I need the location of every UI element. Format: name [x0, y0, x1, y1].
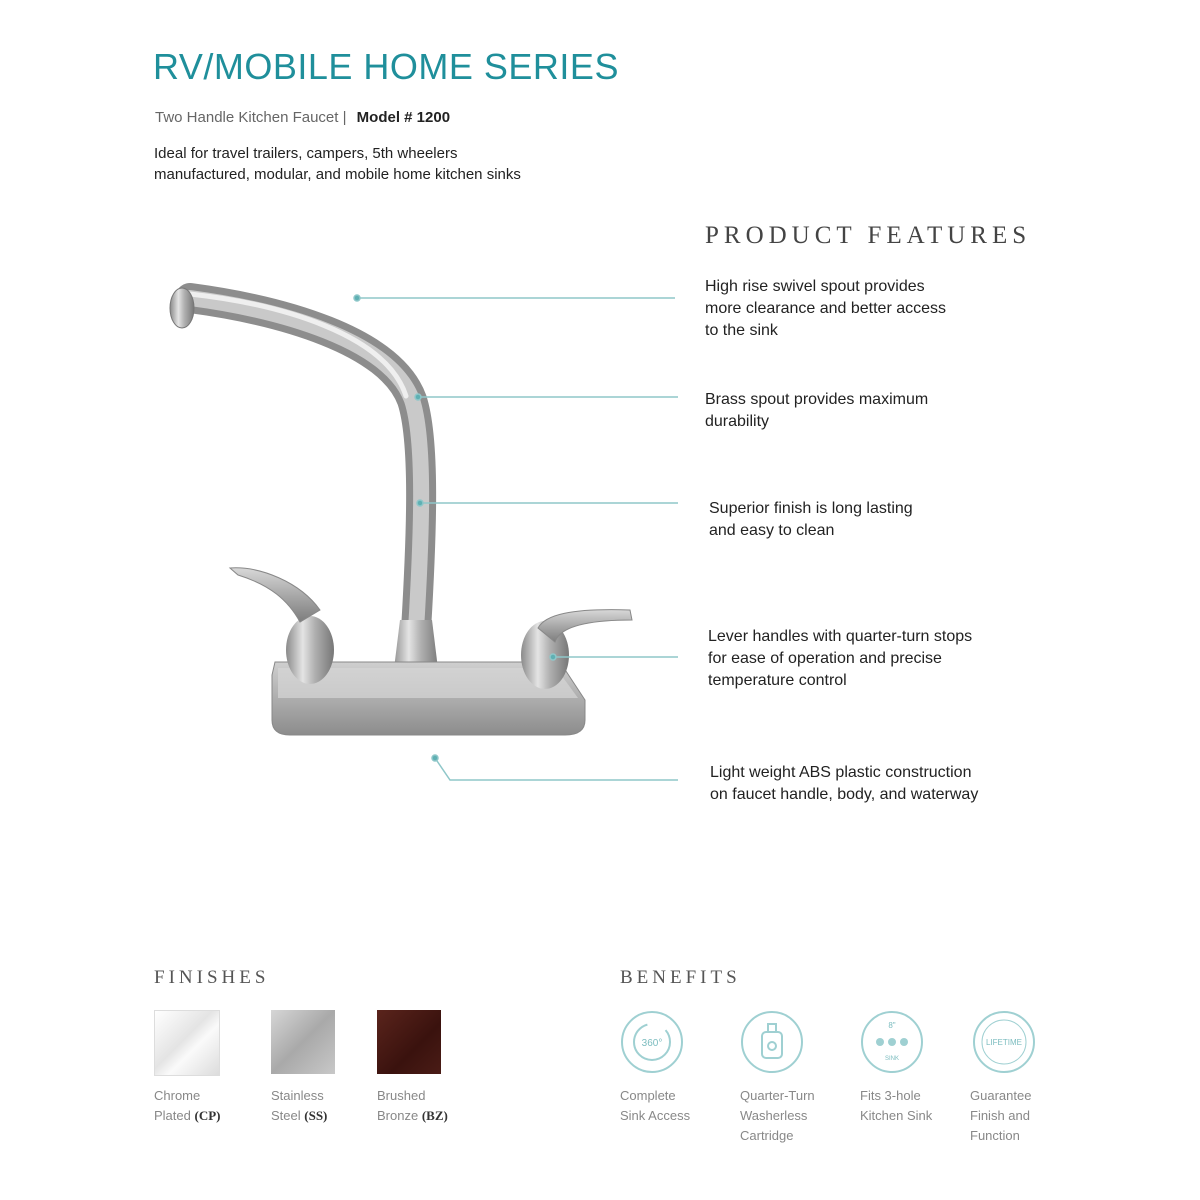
caption-line: Complete	[620, 1088, 676, 1103]
caption-line: Cartridge	[740, 1128, 794, 1143]
finish-code: (SS)	[304, 1108, 328, 1123]
feature-line: Superior finish is long lasting	[709, 500, 913, 517]
feature-line: for ease of operation and precise	[708, 650, 942, 667]
finish-caption-chrome	[154, 1086, 221, 1126]
caption-line: Guarantee	[970, 1088, 1032, 1103]
caption-line: Finish and	[970, 1108, 1030, 1123]
feature-line: temperature control	[708, 672, 847, 689]
ideal-line: Ideal for travel trailers, campers, 5th wheelers	[154, 145, 458, 162]
swatch-stainless	[271, 1010, 335, 1074]
caption-line: Quarter-Turn	[740, 1088, 815, 1103]
swatch-bronze	[377, 1010, 441, 1074]
caption-line: Plated	[154, 1108, 191, 1123]
caption-line: Function	[970, 1128, 1020, 1143]
cartridge-icon	[740, 1010, 804, 1074]
caption-line: Brushed	[377, 1088, 426, 1103]
caption-line: Steel	[271, 1108, 301, 1123]
feature-handles	[708, 626, 972, 692]
caption-line: Sink Access	[620, 1108, 691, 1123]
caption-line: Fits 3-hole	[860, 1088, 921, 1103]
series-title: RV/MOBILE HOME SERIES	[153, 46, 619, 87]
benefit-caption-sink	[860, 1086, 932, 1126]
product-features-heading: PRODUCT FEATURES	[705, 222, 1032, 249]
three-hole-sink-icon	[860, 1010, 924, 1074]
feature-abs	[710, 762, 978, 806]
feature-line: Brass spout provides maximum	[705, 391, 929, 408]
finish-caption-stainless	[271, 1086, 327, 1126]
feature-line: durability	[705, 413, 770, 430]
icon-top-label: 8"	[888, 1021, 896, 1030]
finish-code: (BZ)	[421, 1108, 448, 1123]
icon-label: LIFETIME	[985, 1038, 1023, 1047]
caption-line: Washerless	[740, 1108, 808, 1123]
feature-line: Light weight ABS plastic construction	[710, 764, 972, 781]
lifetime-guarantee-icon	[972, 1010, 1036, 1074]
model-number: Model # 1200	[356, 109, 451, 126]
swivel-360-icon	[620, 1010, 684, 1074]
caption-line: Bronze	[377, 1108, 419, 1123]
feature-line: more clearance and better access	[705, 300, 947, 317]
feature-line: High rise swivel spout provides	[705, 278, 925, 295]
swatch-chrome	[154, 1010, 220, 1076]
feature-line: on faucet handle, body, and waterway	[710, 786, 979, 803]
caption-line: Stainless	[271, 1088, 324, 1103]
icon-bottom-label: SINK	[884, 1056, 900, 1062]
finishes-heading: FINISHES	[154, 967, 270, 988]
benefits-heading: BENEFITS	[620, 967, 741, 988]
icon-label: 360°	[641, 1038, 663, 1049]
feature-finish	[709, 498, 913, 542]
feature-line: to the sink	[705, 322, 778, 339]
finish-code: (CP)	[194, 1108, 221, 1123]
benefit-caption-guarantee	[970, 1086, 1031, 1146]
feature-brass	[705, 389, 928, 433]
ideal-line: manufactured, modular, and mobile home kitchen sinks	[154, 166, 521, 183]
finish-caption-bronze	[377, 1086, 448, 1126]
feature-spout	[705, 276, 946, 342]
benefit-caption-cartridge	[740, 1086, 815, 1146]
caption-line: Chrome	[154, 1088, 201, 1103]
caption-line: Kitchen Sink	[860, 1108, 933, 1123]
feature-line: and easy to clean	[709, 522, 835, 539]
product-type: Two Handle Kitchen Faucet |	[155, 109, 347, 126]
feature-line: Lever handles with quarter-turn stops	[708, 628, 973, 645]
benefit-caption-access	[620, 1086, 690, 1126]
